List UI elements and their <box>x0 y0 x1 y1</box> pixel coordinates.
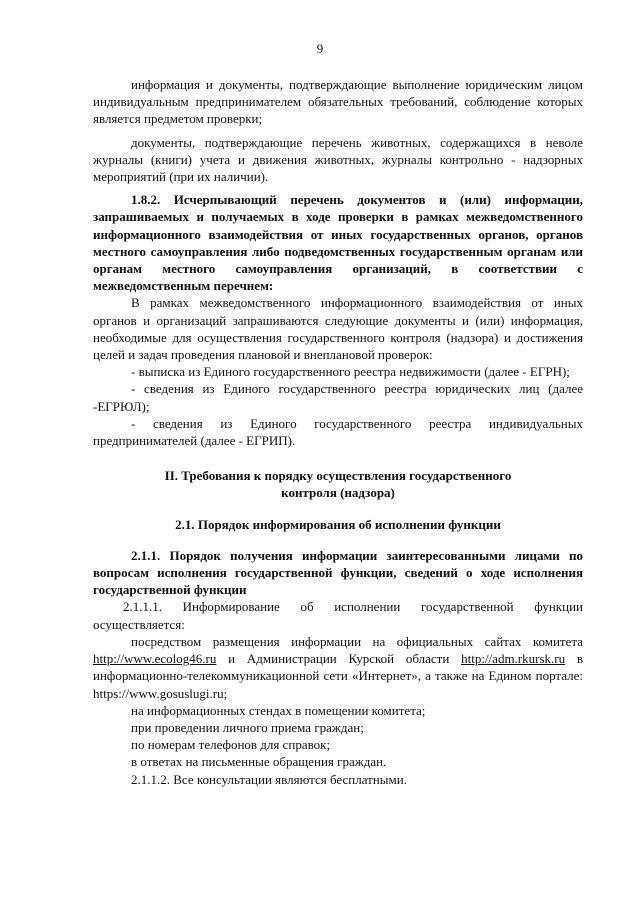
websites-text-a: посредством размещения информации на официальных сайтах комитета <box>131 633 583 649</box>
list-item-egrip: - сведения из Единого государственного реестра индивидуальных предпринимателей (далее - ЕГРИП). <box>93 415 583 449</box>
list-item-egrul: - сведения из Единого государственного реестра юридических лиц (далее -ЕГРЮЛ); <box>93 381 583 414</box>
websites-text-b: и Администрации Курской области <box>228 651 450 667</box>
list-item-written-replies: в ответах на письменные обращения граждан. <box>131 754 387 770</box>
list-item-phones: по номерам телефонов для справок; <box>131 737 331 753</box>
section-title-line-1: II. Требования к порядку осуществления государственного <box>164 468 512 484</box>
page-number: 9 <box>316 41 324 56</box>
section-title-line-2: контроля (надзора) <box>281 485 395 501</box>
link-ecolog46[interactable]: http://www.ecolog46.ru <box>93 651 217 667</box>
heading-1-8-2: 1.8.2. Исчерпывающий перечень документов и (или) информации, запрашиваемых и получаемых в ходе проверки в рамках межведомственного информационного взаимодействия от иных государственных органов, органов местного самоуправления либо подведомственных государственным органам или органам местного самоуправления организаций, в соответствии с межведомственным перечнем: <box>93 192 583 294</box>
list-item-stands: на информационных стендах в помещении комитета; <box>131 702 426 718</box>
paragraph-verification-docs: информация и документы, подтверждающие выполнение юридическим лицом индивидуальным предпринимателем обязательных требований, соблюдение которых является предметом проверки; <box>93 77 583 127</box>
paragraph-websites <box>93 633 583 702</box>
heading-2-1-1: 2.1.1. Порядок получения информации заинтересованными лицами по вопросам исполнения государственной функции, сведений о ходе исполнения государственной функции <box>93 547 583 598</box>
paragraph-interagency: В рамках межведомственного информационного взаимодействия от иных органов и организаций запрашиваются следующие документы и (или) информация, необходимые для осуществления государственного контроля (надзора) и достижения целей и задач проведения плановой и внеплановой проверок: <box>93 295 583 363</box>
paragraph-2-1-1-1: 2.1.1.1. Информирование об исполнении государственной функции осуществляется: <box>93 599 583 632</box>
list-item-personal-reception: при проведении личного приема граждан; <box>131 719 364 735</box>
websites-text-c: в информационно-телекоммуникационной сети «Интернет», а также на Едином портале: https://www.gosuslugi.ru; <box>93 651 584 701</box>
link-adm-rkursk[interactable]: http://adm.rkursk.ru <box>461 651 566 667</box>
list-item-egrn: - выписка из Единого государственного реестра недвижимости (далее - ЕГРН); <box>131 364 570 380</box>
page-body <box>93 76 583 788</box>
paragraph-2-1-1-2: 2.1.1.2. Все консультации являются бесплатными. <box>131 771 407 787</box>
paragraph-animal-docs: документы, подтверждающие перечень животных, содержащихся в неволе журналы (книги) учета и движения животных, журналы контрольно - надзорных мероприятий (при их наличии). <box>93 134 583 185</box>
heading-2-1: 2.1. Порядок информирования об исполнении функции <box>175 516 501 532</box>
